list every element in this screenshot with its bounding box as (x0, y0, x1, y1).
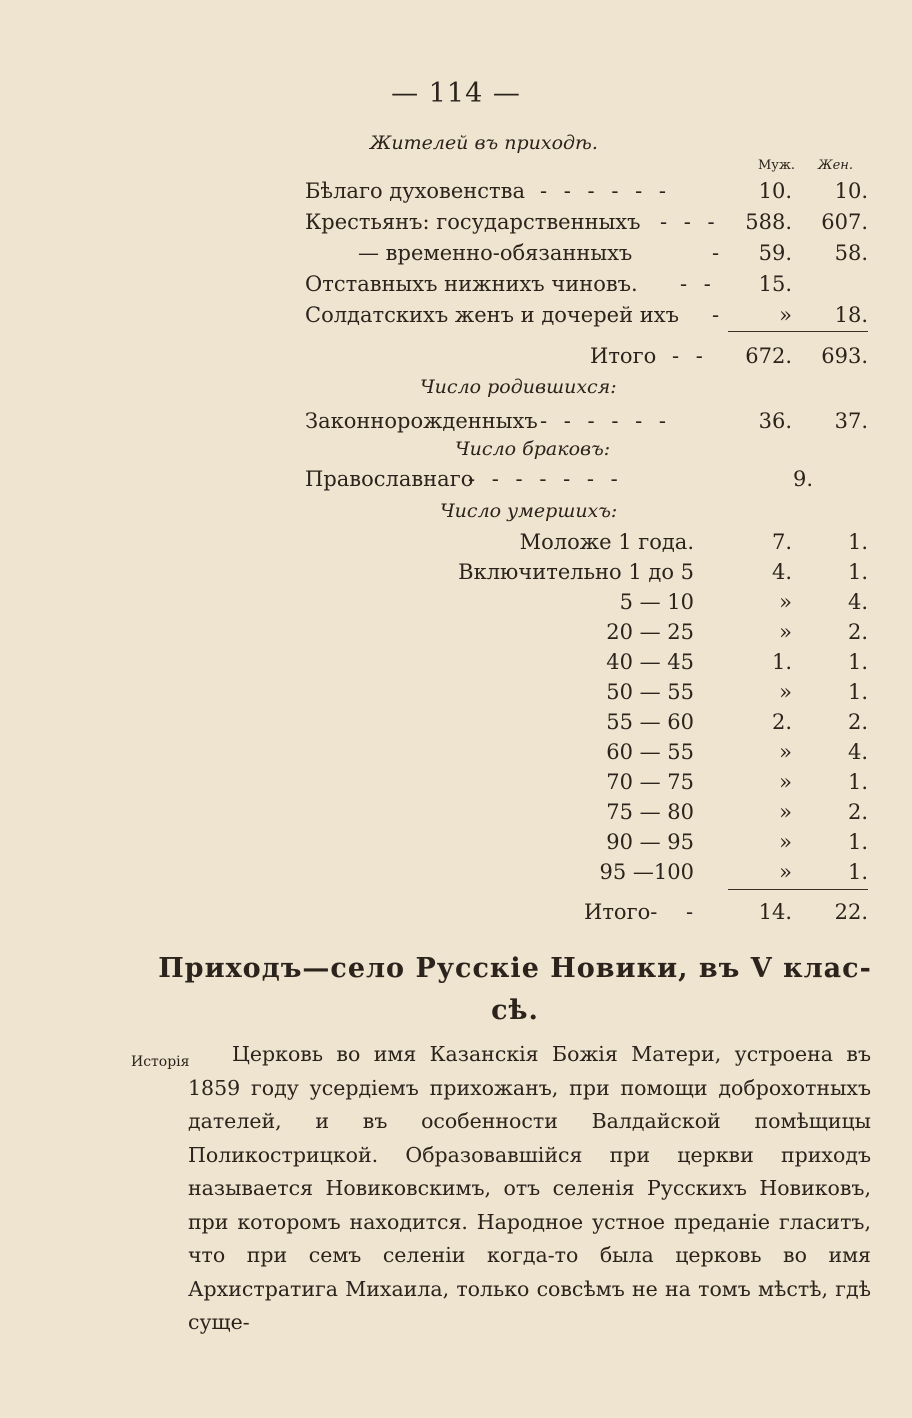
male-value: 4. (771, 560, 792, 584)
deaths-row (0, 677, 912, 707)
female-value: 1. (847, 560, 868, 584)
residents-row (0, 207, 912, 237)
row-dots: - - (680, 272, 716, 296)
male-value: » (779, 303, 792, 327)
deaths-row (0, 767, 912, 797)
total-label: Итого- (584, 900, 658, 924)
row-label: Православнаго (305, 467, 474, 491)
male-value: » (779, 590, 792, 614)
female-value: 4. (847, 590, 868, 614)
deaths-total-row (0, 897, 912, 927)
female-value: 18. (834, 303, 868, 327)
female-value: 4. (847, 740, 868, 764)
deaths-row (0, 527, 912, 557)
residents-row (0, 176, 912, 206)
births-row (0, 406, 912, 436)
row-dots: - - - - - - (540, 409, 671, 433)
male-value: » (779, 770, 792, 794)
total-male: 672. (745, 344, 792, 368)
column-female-header: Жен. (818, 158, 853, 173)
total-male: 14. (758, 900, 792, 924)
page-number: — 114 — (391, 78, 521, 109)
male-value: 10. (758, 179, 792, 203)
male-value: » (779, 680, 792, 704)
male-value: 588. (745, 210, 792, 234)
residents-row (0, 269, 912, 299)
male-value: 2. (771, 710, 792, 734)
sum-rule (728, 889, 868, 890)
deaths-row (0, 647, 912, 677)
deaths-row (0, 737, 912, 767)
births-heading: Число родившихся: (420, 376, 617, 398)
male-value: » (779, 830, 792, 854)
male-value: 1. (771, 650, 792, 674)
row-label: Отставныхъ нижнихъ чиновъ. (305, 272, 638, 296)
age-range: 55 — 60 (606, 710, 694, 734)
row-dots: - - - - - - (540, 179, 671, 203)
deaths-row (0, 587, 912, 617)
female-value: 2. (847, 800, 868, 824)
male-value: 7. (771, 530, 792, 554)
female-value: 1. (847, 680, 868, 704)
female-value: 2. (847, 710, 868, 734)
male-value: 36. (758, 409, 792, 433)
male-value: » (779, 800, 792, 824)
row-label: Крестьянъ: государственныхъ (305, 210, 641, 234)
marriages-row (0, 464, 912, 494)
age-range: 95 —100 (599, 860, 694, 884)
female-value: 1. (847, 650, 868, 674)
male-value: 15. (758, 272, 792, 296)
total-dots: - (686, 900, 699, 924)
residents-row (0, 238, 912, 268)
age-range: 70 — 75 (606, 770, 694, 794)
female-value: 1. (847, 530, 868, 554)
row-dots: - - - - - - - (468, 467, 623, 491)
parish-title: Приходъ—село Русскіе Новики, въ V клас-сѣ. (158, 953, 872, 1026)
age-range: 60 — 55 (606, 740, 694, 764)
female-value: 1. (847, 830, 868, 854)
row-label: — временно-обязанныхъ (358, 241, 633, 265)
female-value: 607. (821, 210, 868, 234)
deaths-row (0, 857, 912, 887)
residents-total-row (0, 341, 912, 371)
row-label: Солдатскихъ женъ и дочерей ихъ (305, 303, 679, 327)
deaths-row (0, 707, 912, 737)
history-text: Церковь во имя Казанскія Божія Матери, устроена въ 1859 году усердіемъ прихожанъ, при помощи доброхотныхъ дателей, и въ особенности Валдайской помѣщицы Поликострицкой. Образовавшійся при церкви приходъ называется Новиковскимъ, отъ селенія Русскихъ Новиковъ, при которомъ находится. Народное устное преданіе гласитъ, что при семъ селеніи когда-то была церковь во имя Архистратига Михаила, только совсѣмъ не на томъ мѣстѣ, гдѣ суще- (188, 1042, 871, 1334)
age-range: Моложе 1 года. (519, 530, 694, 554)
male-value: » (779, 620, 792, 644)
total-female: 693. (821, 344, 868, 368)
total-dots: - - (672, 344, 708, 368)
margin-note: Исторія (131, 1054, 190, 1070)
marriages-value: 9. (793, 467, 814, 491)
row-dots: - - - (660, 210, 720, 234)
column-male-header: Муж. (758, 158, 796, 173)
residents-row (0, 300, 912, 330)
sum-rule (728, 331, 868, 332)
male-value: » (779, 740, 792, 764)
male-value: » (779, 860, 792, 884)
age-range: 75 — 80 (606, 800, 694, 824)
row-label: Бѣлаго духовенства (305, 179, 526, 203)
deaths-row (0, 557, 912, 587)
deaths-row (0, 617, 912, 647)
deaths-row (0, 797, 912, 827)
deaths-heading: Число умершихъ: (440, 500, 618, 522)
female-value: 1. (847, 770, 868, 794)
age-range: 90 — 95 (606, 830, 694, 854)
age-range: 5 — 10 (619, 590, 694, 614)
male-value: 59. (758, 241, 792, 265)
female-value: 2. (847, 620, 868, 644)
row-dots: - (712, 303, 725, 327)
residents-heading: Жителей въ приходѣ. (370, 132, 598, 154)
row-dots: - (712, 241, 725, 265)
female-value: 58. (834, 241, 868, 265)
age-range: 20 — 25 (606, 620, 694, 644)
female-value: 37. (834, 409, 868, 433)
marriages-heading: Число браковъ: (455, 438, 611, 460)
total-female: 22. (834, 900, 868, 924)
total-label: Итого (590, 344, 657, 368)
deaths-row (0, 827, 912, 857)
age-range: 50 — 55 (606, 680, 694, 704)
female-value: 10. (834, 179, 868, 203)
female-value: 1. (847, 860, 868, 884)
row-label: Законнорожденныхъ (305, 409, 538, 433)
age-range: Включительно 1 до 5 (458, 560, 694, 584)
age-range: 40 — 45 (606, 650, 694, 674)
history-paragraph (188, 1038, 871, 1340)
